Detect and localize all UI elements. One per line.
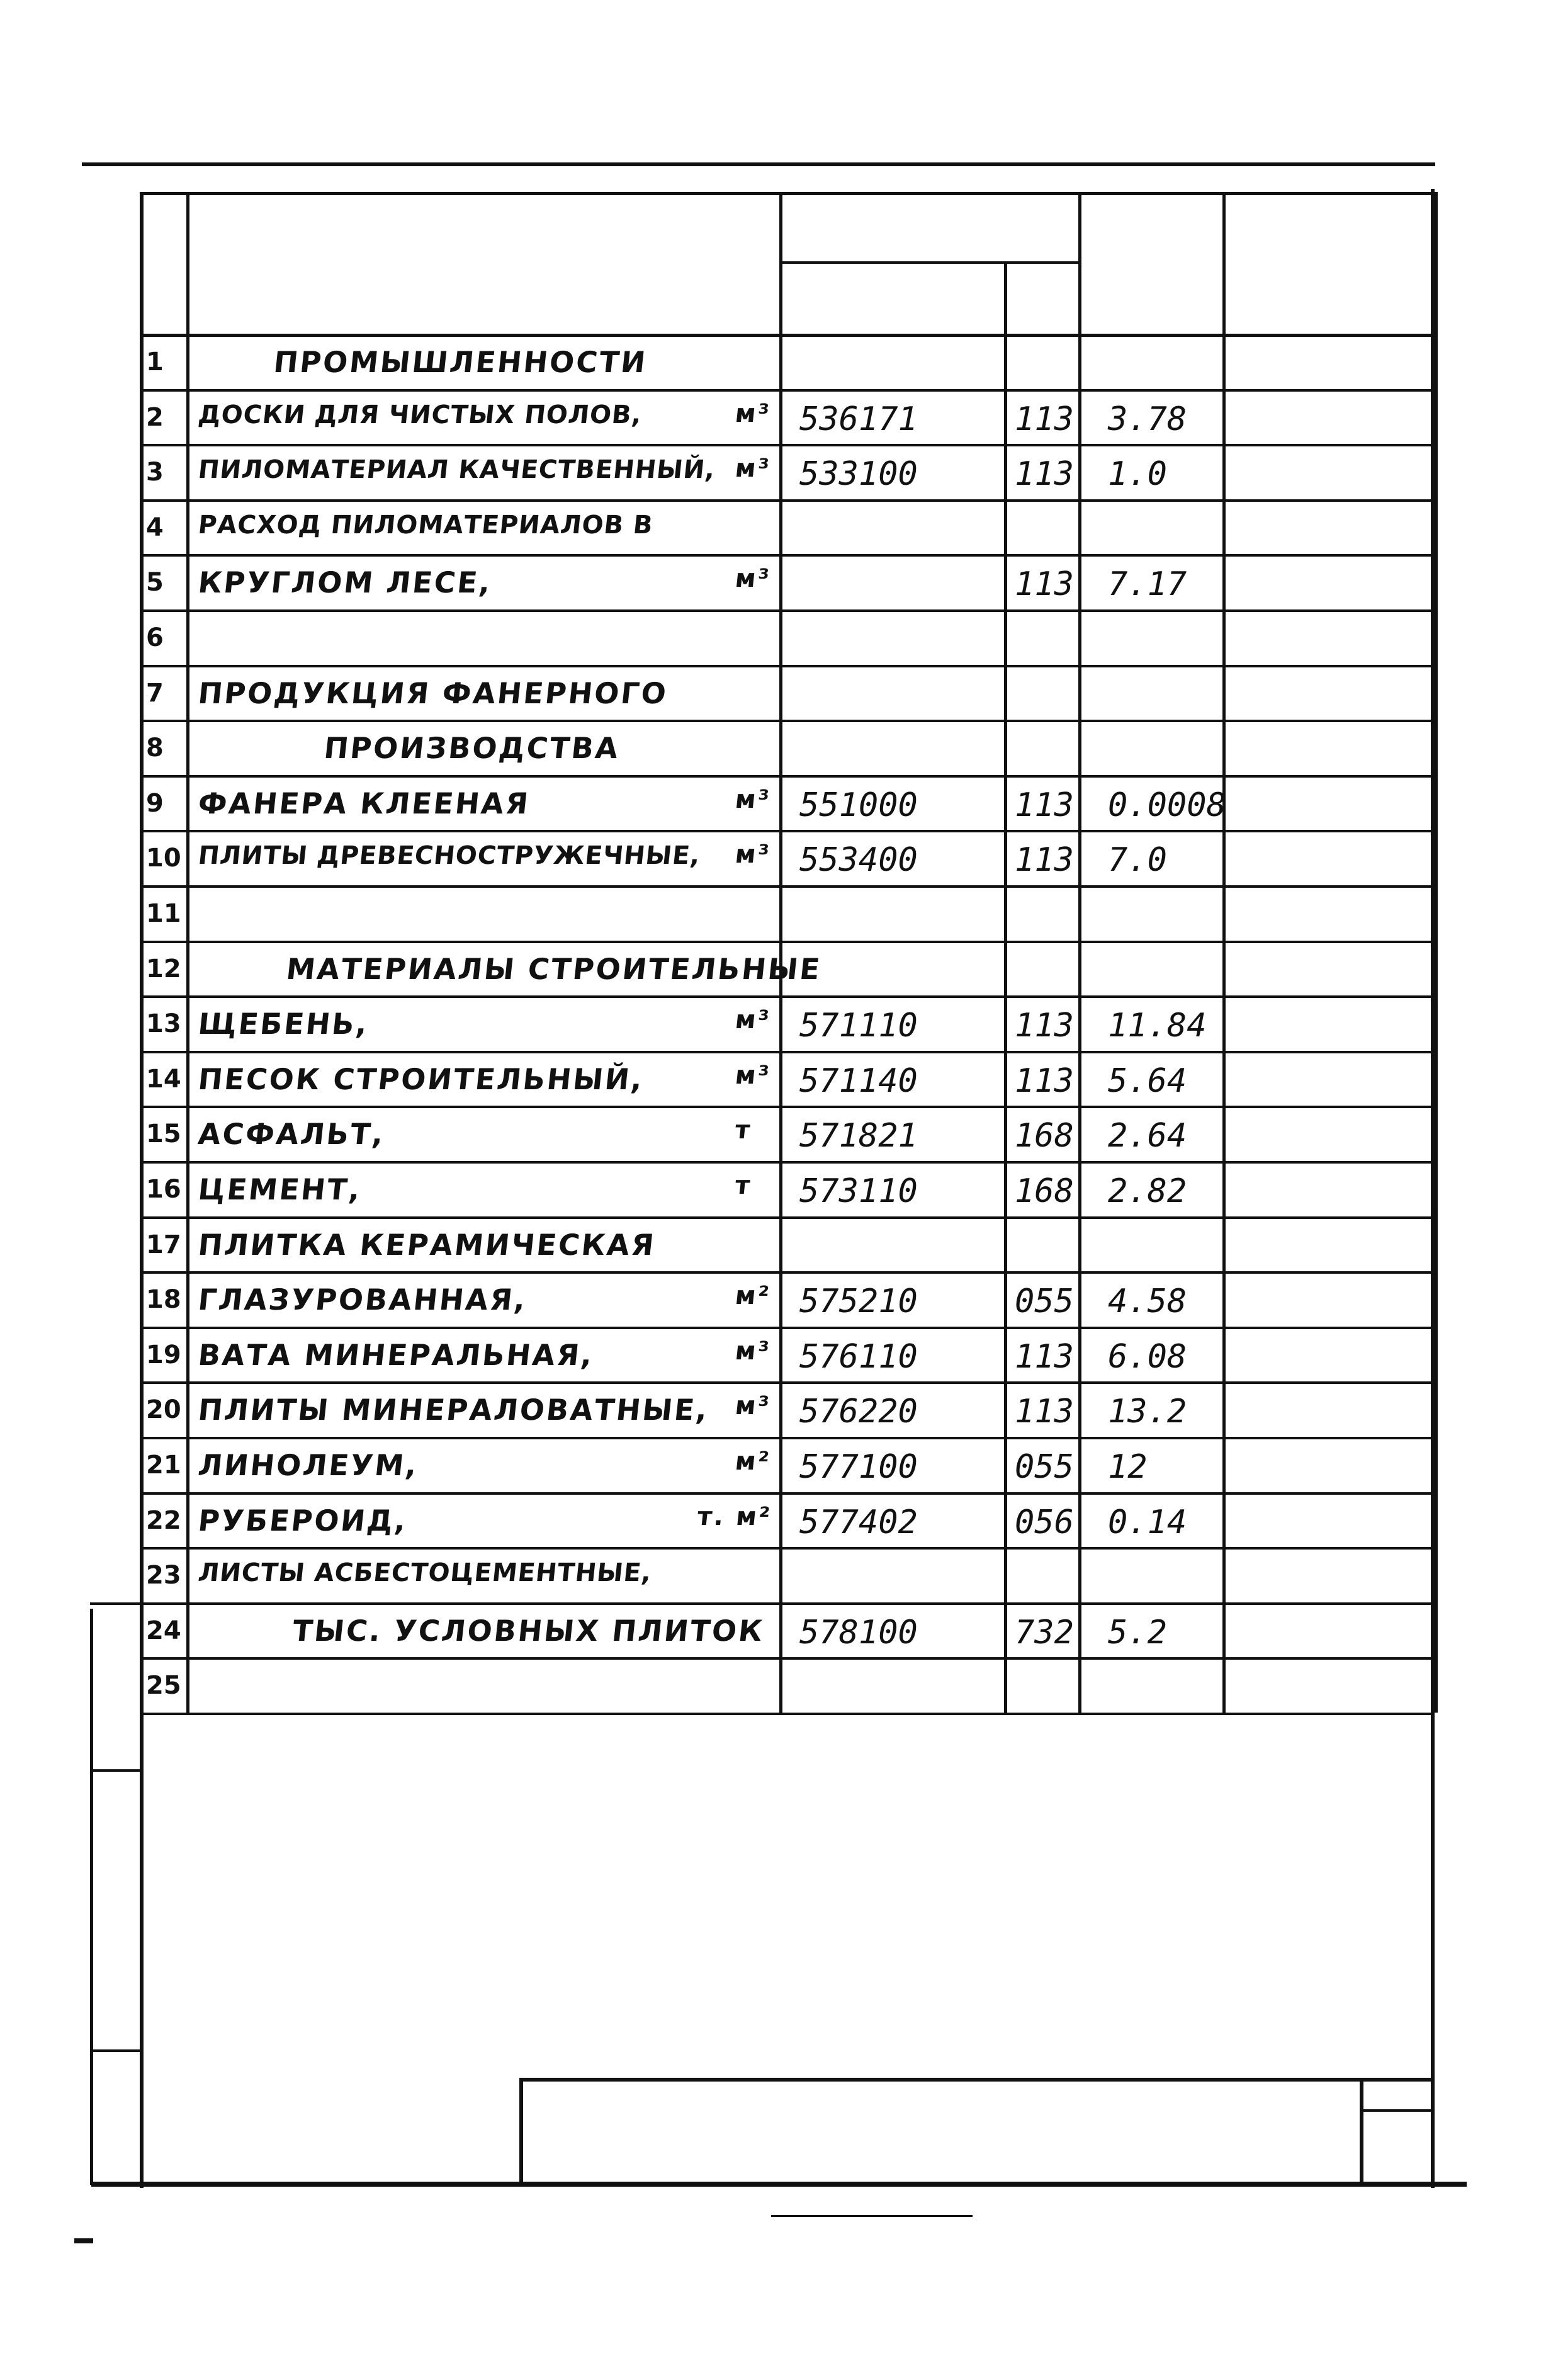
stamp-sheet-divider: [1360, 2078, 1363, 2185]
row-line: [140, 444, 1435, 446]
row-material-name: ПРОИЗВОДСТВА: [322, 731, 622, 766]
row-number: 7: [146, 678, 164, 708]
row-unit-code: 168: [1015, 1117, 1074, 1155]
row-line: [140, 1492, 1435, 1495]
row-unit: м³: [733, 785, 772, 814]
header-bottom-border: [140, 334, 1435, 337]
row-number: 8: [146, 734, 164, 763]
row-unit: м³: [733, 840, 772, 870]
row-number: 10: [146, 844, 181, 873]
side-strip-line: [90, 1609, 93, 2185]
row-quantity: 4.58: [1108, 1283, 1187, 1321]
row-material-code: 533100: [799, 455, 918, 494]
row-material-name: ЦЕМЕНТ,: [196, 1172, 364, 1206]
column-line: [140, 192, 143, 1713]
row-number: 3: [146, 458, 164, 487]
row-material-name: ПЛИТКА КЕРАМИЧЕСКАЯ: [196, 1227, 658, 1262]
row-unit-code: 113: [1015, 786, 1074, 824]
row-unit: м²: [733, 1447, 772, 1476]
row-unit-code: 113: [1015, 1393, 1074, 1431]
row-material-name: ПИЛОМАТЕРИАЛ КАЧЕСТВЕННЫЙ,: [196, 455, 717, 485]
row-line: [140, 941, 1435, 943]
row-unit: м³: [733, 454, 772, 484]
row-material-name: ПЕСОК СТРОИТЕЛЬНЫЙ,: [196, 1062, 646, 1096]
row-line: [140, 1271, 1435, 1274]
row-material-code: 575210: [799, 1283, 918, 1321]
row-unit: м³: [733, 1391, 772, 1421]
row-number: 11: [146, 899, 181, 928]
row-unit-code: 055: [1015, 1283, 1074, 1321]
row-line: [140, 1713, 1435, 1715]
row-number: 20: [146, 1395, 181, 1425]
row-material-code: 577100: [799, 1448, 918, 1486]
row-unit: м³: [733, 1006, 772, 1035]
row-quantity: 2.64: [1108, 1117, 1187, 1155]
row-unit: т: [733, 1116, 753, 1145]
frame-bottom: [91, 2182, 1467, 2187]
row-number: 5: [146, 568, 164, 598]
row-material-name: ВАТА МИНЕРАЛЬНАЯ,: [196, 1337, 596, 1372]
row-unit-code: 113: [1015, 841, 1074, 880]
row-material-name: ТЫС. УСЛОВНЫХ ПЛИТОК: [291, 1613, 766, 1648]
row-quantity: 5.2: [1108, 1613, 1167, 1652]
row-unit-code: 168: [1015, 1172, 1074, 1210]
row-material-name: ПЛИТЫ ДРЕВЕСНОСТРУЖЕЧНЫЕ,: [196, 841, 703, 871]
row-material-code: 576220: [799, 1393, 918, 1431]
row-material-code: 571140: [799, 1062, 918, 1100]
row-line: [140, 1381, 1435, 1384]
row-quantity: 7.17: [1108, 565, 1187, 604]
column-line: [1078, 192, 1081, 1713]
row-material-name: РУБЕРОИД,: [196, 1503, 410, 1538]
row-line: [140, 1547, 1435, 1550]
row-number: 12: [146, 954, 181, 983]
row-quantity: 13.2: [1108, 1393, 1187, 1431]
row-line: [140, 1161, 1435, 1164]
row-quantity: 2.82: [1108, 1172, 1187, 1210]
row-material-name: ФАНЕРА КЛЕЕНАЯ: [196, 786, 532, 820]
row-material-code: 553400: [799, 841, 918, 880]
row-material-name: ПЛИТЫ МИНЕРАЛОВАТНЫЕ,: [196, 1393, 711, 1427]
row-quantity: 12: [1108, 1448, 1148, 1486]
row-line: [140, 1106, 1435, 1108]
row-quantity: 11.84: [1108, 1007, 1207, 1045]
row-number: 9: [146, 788, 164, 818]
row-unit: м³: [733, 1336, 772, 1366]
row-quantity: 5.64: [1108, 1062, 1187, 1100]
footer-copier-underline: [771, 2215, 973, 2217]
code-subheader-line: [779, 261, 1078, 264]
row-number: 14: [146, 1064, 181, 1094]
stamp-top: [519, 2078, 1432, 2082]
row-line: [140, 775, 1435, 778]
row-line: [140, 1327, 1435, 1329]
row-number: 24: [146, 1616, 181, 1645]
row-number: 13: [146, 1009, 181, 1039]
row-number: 18: [146, 1285, 181, 1315]
row-material-code: 573110: [799, 1172, 918, 1210]
row-unit: м³: [733, 564, 772, 594]
row-line: [140, 554, 1435, 557]
row-material-name: ДОСКИ ДЛЯ ЧИСТЫХ ПОЛОВ,: [196, 400, 644, 429]
row-number: 21: [146, 1451, 181, 1480]
row-material-code: 576110: [799, 1337, 918, 1376]
row-material-code: 578100: [799, 1613, 918, 1652]
row-material-name: КРУГЛОМ ЛЕСЕ,: [196, 565, 494, 600]
row-line: [140, 1216, 1435, 1219]
row-unit-code: 113: [1015, 1007, 1074, 1045]
row-material-code: 536171: [799, 400, 918, 438]
row-unit-code: 113: [1015, 1337, 1074, 1376]
row-quantity: 7.0: [1108, 841, 1167, 880]
row-line: [140, 1051, 1435, 1053]
table-top-border: [140, 192, 1435, 195]
row-line: [140, 720, 1435, 722]
row-material-code: 571821: [799, 1117, 918, 1155]
stamp-sheet-hline: [1360, 2109, 1432, 2112]
row-material-name: РАСХОД ПИЛОМАТЕРИАЛОВ В: [196, 510, 655, 540]
row-unit-code: 113: [1015, 400, 1074, 438]
row-unit-code: 113: [1015, 1062, 1074, 1100]
row-quantity: 1.0: [1108, 455, 1167, 494]
row-number: 15: [146, 1119, 181, 1149]
row-quantity: 3.78: [1108, 400, 1187, 438]
row-unit: т: [733, 1171, 753, 1200]
row-number: 25: [146, 1671, 181, 1701]
row-unit: т. м²: [696, 1502, 773, 1531]
row-number: 17: [146, 1230, 181, 1259]
row-number: 22: [146, 1505, 181, 1535]
top-rule: [82, 162, 1435, 166]
row-material-code: 577402: [799, 1503, 918, 1541]
row-number: 19: [146, 1340, 181, 1369]
row-number: 23: [146, 1561, 181, 1590]
row-material-code: 571110: [799, 1007, 918, 1045]
row-number: 6: [146, 623, 164, 652]
row-unit-code: 056: [1015, 1503, 1074, 1541]
row-number: 2: [146, 402, 164, 432]
row-material-name: ПРОМЫШЛЕННОСТИ: [272, 345, 649, 379]
row-material-name: ЛИНОЛЕУМ,: [196, 1448, 420, 1482]
row-material-name: ПРОДУКЦИЯ ФАНЕРНОГО: [196, 676, 670, 710]
row-material-code: 551000: [799, 786, 918, 824]
row-line: [140, 1657, 1435, 1660]
row-quantity: 6.08: [1108, 1337, 1187, 1376]
row-unit-code: 113: [1015, 565, 1074, 604]
stamp-left: [519, 2078, 523, 2185]
row-unit-code: 732: [1015, 1613, 1074, 1652]
row-material-name: ЩЕБЕНЬ,: [196, 1007, 371, 1041]
row-material-name: МАТЕРИАЛЫ СТРОИТЕЛЬНЫЕ: [285, 951, 823, 986]
row-unit-code: 055: [1015, 1448, 1074, 1486]
row-unit: м²: [733, 1281, 772, 1311]
row-line: [140, 995, 1435, 998]
row-line: [140, 1602, 1435, 1605]
side-strip-divider-2: [90, 1769, 144, 1772]
column-line: [1435, 192, 1438, 1713]
column-line: [1222, 192, 1226, 1713]
row-material-name: ЛИСТЫ АСБЕСТОЦЕМЕНТНЫЕ,: [196, 1558, 653, 1588]
row-material-name: АСФАЛЬТ,: [196, 1117, 387, 1152]
side-strip-divider-3: [90, 2049, 144, 2052]
row-unit-code: 113: [1015, 455, 1074, 494]
row-quantity: 0.14: [1108, 1503, 1187, 1541]
row-line: [140, 830, 1435, 832]
column-line: [1004, 261, 1007, 1713]
side-strip-divider: [90, 1602, 144, 1605]
row-number: 1: [146, 348, 164, 377]
row-number: 4: [146, 513, 164, 542]
row-line: [140, 609, 1435, 612]
row-quantity: 0.0008: [1108, 786, 1226, 824]
row-line: [140, 1437, 1435, 1439]
edge-mark: [74, 2238, 93, 2243]
row-material-name: ГЛАЗУРОВАННАЯ,: [196, 1283, 529, 1317]
row-number: 16: [146, 1175, 181, 1204]
row-line: [140, 389, 1435, 392]
row-line: [140, 885, 1435, 888]
row-unit: м³: [733, 1060, 772, 1090]
row-line: [140, 665, 1435, 667]
row-unit: м³: [733, 399, 772, 428]
column-line: [186, 192, 189, 1713]
row-line: [140, 499, 1435, 502]
